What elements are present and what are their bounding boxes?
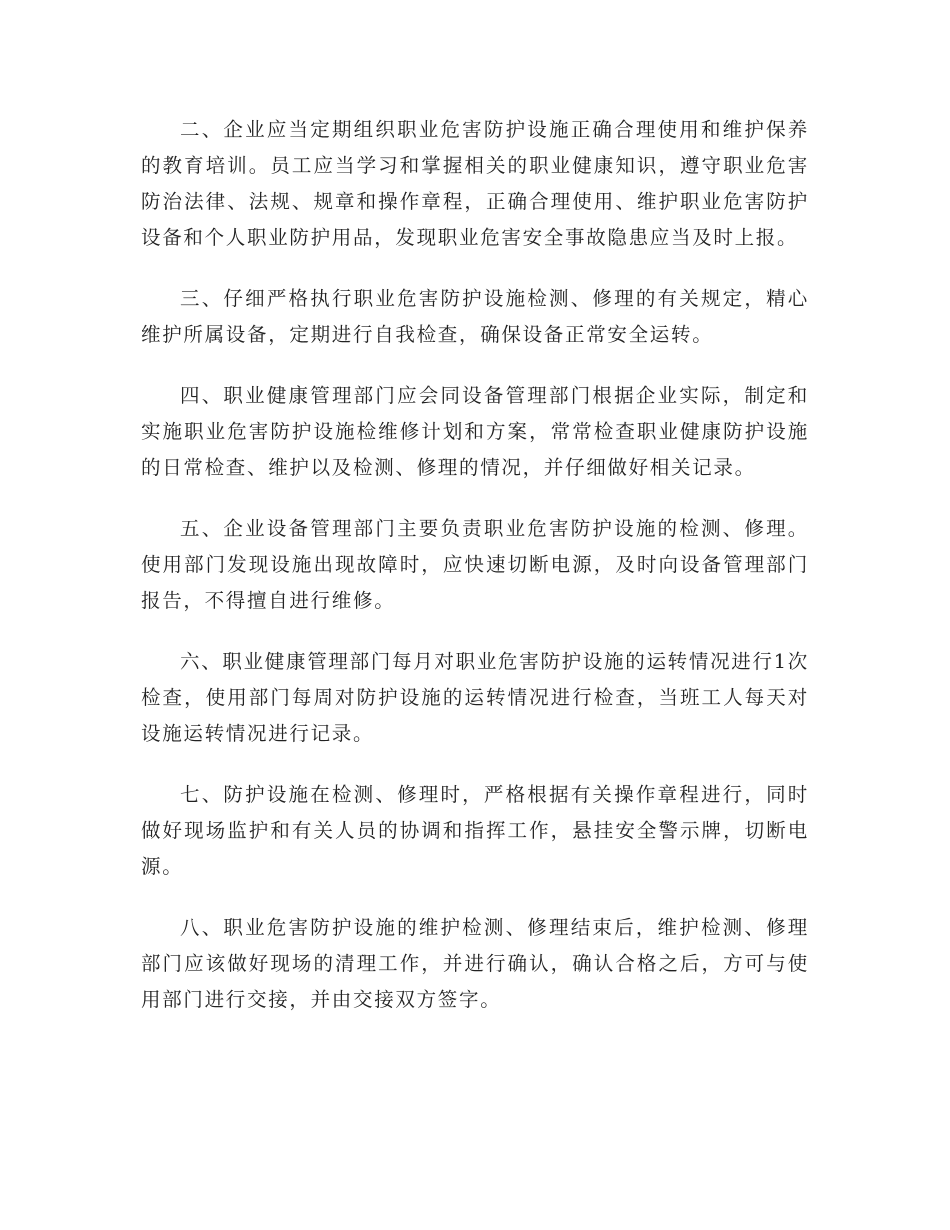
paragraph-6: 六、职业健康管理部门每月对职业危害防护设施的运转情况进行1次检查，使用部门每周对防护设施的运转情况进行检查，当班工人每天对设施运转情况进行记录。 [141,650,809,745]
paragraph-5: 五、企业设备管理部门主要负责职业危害防护设施的检测、修理。使用部门发现设施出现故障时，应快速切断电源，及时向设备管理部门报告，不得擅自进行维修。 [141,517,809,612]
paragraph-3: 三、仔细严格执行职业危害防护设施检测、修理的有关规定，精心维护所属设备，定期进行自我检查，确保设备正常安全运转。 [141,287,809,346]
paragraph-7: 七、防护设施在检测、修理时，严格根据有关操作章程进行，同时做好现场监护和有关人员的协调和指挥工作，悬挂安全警示牌，切断电源。 [141,783,809,878]
paragraph-4: 四、职业健康管理部门应会同设备管理部门根据企业实际，制定和实施职业危害防护设施检维修计划和方案，常常检查职业健康防护设施的日常检查、维护以及检测、修理的情况，并仔细做好相关记录。 [141,384,809,479]
paragraph-2: 二、企业应当定期组织职业危害防护设施正确合理使用和维护保养的教育培训。员工应当学习和掌握相关的职业健康知识，遵守职业危害防治法律、法规、规章和操作章程，正确合理使用、维护职业危害防护设备和个人职业防护用品，发现职业危害安全事故隐患应当及时上报。 [141,118,809,249]
paragraph-8: 八、职业危害防护设施的维护检测、修理结束后，维护检测、修理部门应该做好现场的清理工作，并进行确认，确认合格之后，方可与使用部门进行交接，并由交接双方签字。 [141,916,809,1011]
document-page [141,112,809,1043]
